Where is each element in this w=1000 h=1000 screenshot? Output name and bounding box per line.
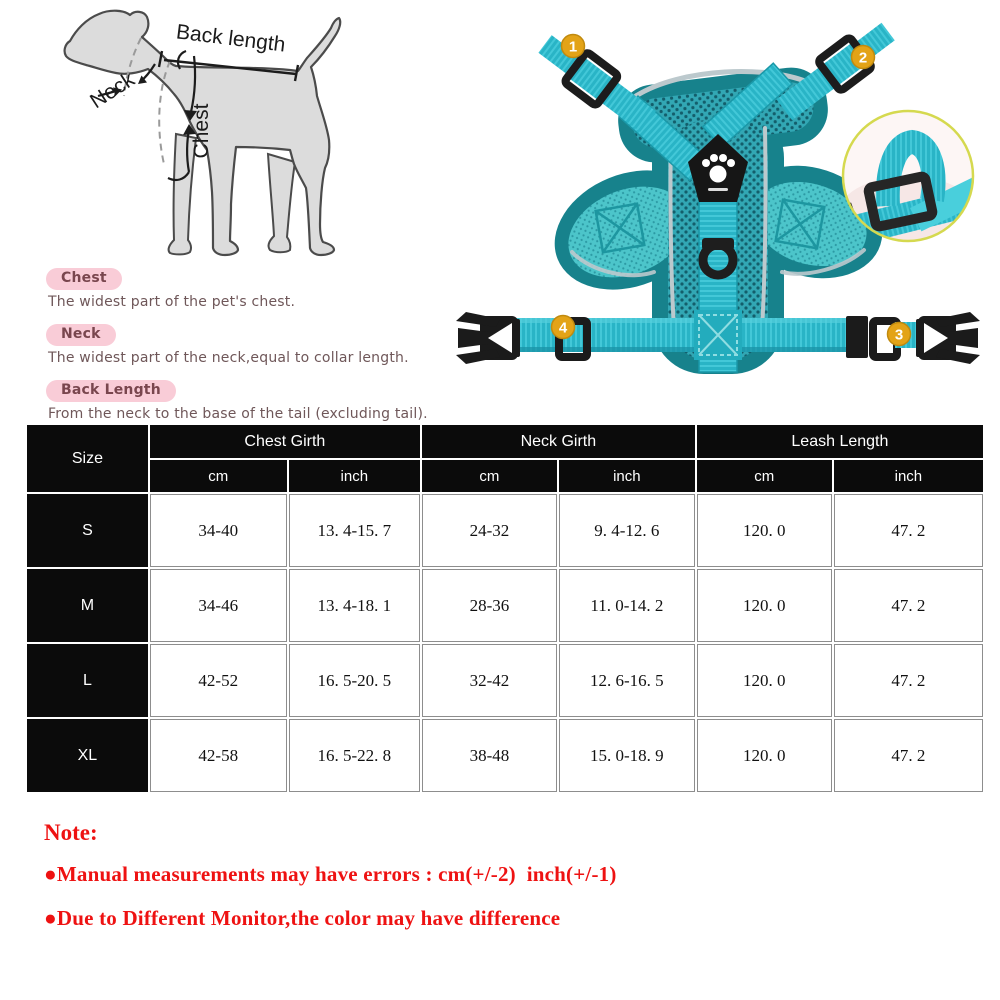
dog-measurement-diagram (48, 4, 448, 270)
definition-description: From the neck to the base of the tail (excluding tail). (48, 405, 428, 422)
callout-1 (562, 35, 585, 58)
cell-value: 42-52 (150, 644, 287, 717)
side-release-buckle-right-icon (916, 312, 980, 364)
cell-value: 47. 2 (834, 494, 983, 567)
cell-value: 13. 4-18. 1 (289, 569, 420, 642)
size-label: XL (27, 719, 148, 792)
definition-term-badge: Chest (46, 268, 122, 290)
dog-far-rear-leg (268, 154, 295, 252)
table-row-l (27, 644, 983, 717)
cell-value: 42-58 (150, 719, 287, 792)
cell-value: 12. 6-16. 5 (559, 644, 695, 717)
table-row-xl (27, 719, 983, 792)
definition-chest (46, 267, 476, 310)
back-length-label: Back length (174, 20, 287, 57)
note-item: ●Due to Different Monitor,the color may have difference (44, 906, 561, 930)
callout-2 (852, 46, 875, 69)
col-header-size: Size (27, 425, 148, 492)
cell-value: 32-42 (422, 644, 557, 717)
center-strap-loop (694, 310, 742, 360)
cell-value: 120. 0 (697, 494, 832, 567)
table-row-s (27, 494, 983, 567)
cell-value: 9. 4-12. 6 (559, 494, 695, 567)
unit-header: inch (559, 460, 695, 492)
table-row-m (27, 569, 983, 642)
svg-text:1: 1 (568, 38, 578, 56)
cell-value: 120. 0 (697, 719, 832, 792)
svg-text:4: 4 (558, 319, 568, 337)
chest-label: Chest (190, 103, 213, 159)
size-chart-section (25, 423, 985, 794)
definition-neck (46, 323, 476, 366)
definition-term-badge: Back Length (46, 380, 176, 402)
cell-value: 34-40 (150, 494, 287, 567)
unit-header: cm (697, 460, 832, 492)
cell-value: 28-36 (422, 569, 557, 642)
cell-value: 47. 2 (834, 569, 983, 642)
size-label: M (27, 569, 148, 642)
svg-text:3: 3 (894, 326, 904, 344)
definition-description: The widest part of the pet's chest. (48, 293, 296, 310)
size-label: S (27, 494, 148, 567)
svg-text:2: 2 (858, 49, 868, 67)
note-section (44, 820, 617, 950)
col-group-leash-length: Leash Length (697, 425, 983, 458)
strap-keeper-icon (846, 316, 868, 358)
cell-value: 120. 0 (697, 569, 832, 642)
cell-value: 13. 4-15. 7 (289, 494, 420, 567)
col-group-neck-girth: Neck Girth (422, 425, 695, 458)
harness-product-photo (440, 10, 1000, 402)
col-group-chest-girth: Chest Girth (150, 425, 420, 458)
cell-value: 47. 2 (834, 719, 983, 792)
cell-value: 11. 0-14. 2 (559, 569, 695, 642)
cell-value: 15. 0-18. 9 (559, 719, 695, 792)
neck-label: Neck (86, 67, 139, 114)
definition-term-badge: Neck (46, 324, 116, 346)
definition-back-length (46, 379, 476, 422)
callout-3 (888, 323, 911, 346)
size-label: L (27, 644, 148, 717)
cell-value: 16. 5-22. 8 (289, 719, 420, 792)
cell-value: 16. 5-20. 5 (289, 644, 420, 717)
measurement-definitions (46, 267, 476, 435)
unit-header: inch (289, 460, 420, 492)
cell-value: 47. 2 (834, 644, 983, 717)
unit-header: cm (150, 460, 287, 492)
cell-value: 24-32 (422, 494, 557, 567)
cell-value: 38-48 (422, 719, 557, 792)
callout-4 (552, 316, 575, 339)
cell-value: 120. 0 (697, 644, 832, 717)
shoulder-strap-left (534, 29, 660, 137)
definition-description: The widest part of the neck,equal to collar length. (48, 349, 409, 366)
note-item: ●Manual measurements may have errors : cm(+/-2) inch(+/-1) (44, 862, 617, 886)
note-title: Note: (44, 820, 98, 845)
unit-header: cm (422, 460, 557, 492)
cell-value: 34-46 (150, 569, 287, 642)
size-chart-table (25, 423, 985, 794)
unit-header: inch (834, 460, 983, 492)
